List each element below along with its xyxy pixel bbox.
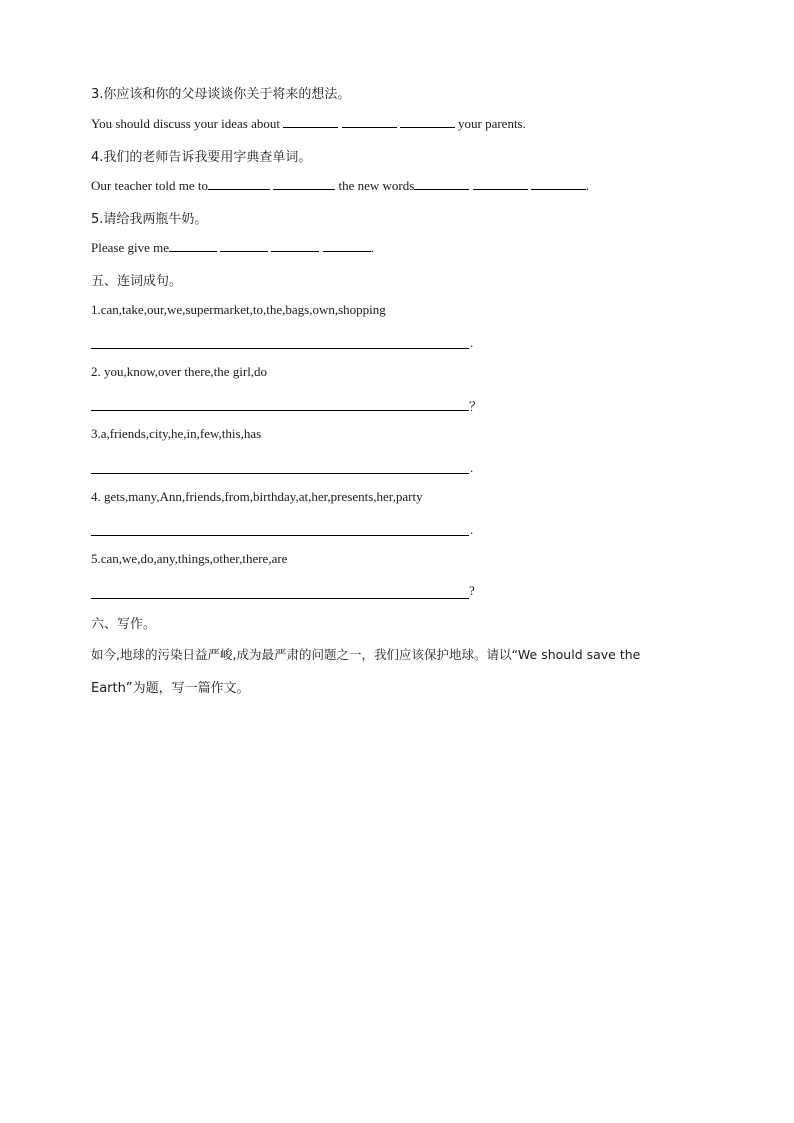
answer-2-end: ？: [469, 399, 483, 414]
writing-prompt-line-1: 如今,地球的污染日益严峻,成为最严肃的问题之一，我们应该保护地球。请以“We should save the: [91, 647, 641, 662]
question-5-english: [91, 239, 374, 256]
answer-blank[interactable]: [414, 177, 469, 190]
reorder-prompt-3: 3.a,friends,city,he,in,few,this,has: [91, 426, 262, 441]
answer-1-end: .: [470, 335, 474, 350]
answer-4-end: .: [470, 522, 474, 537]
answer-line-4[interactable]: [91, 534, 469, 536]
question-5-end: .: [370, 240, 374, 255]
answer-blank[interactable]: [169, 239, 217, 252]
answer-5-end: ?: [469, 583, 475, 598]
writing-prompt-line-2: Earth”为题，写一篇作文。: [91, 681, 250, 696]
question-4-text-b: the new words: [338, 178, 415, 193]
answer-blank[interactable]: [271, 239, 319, 252]
reorder-prompt-4: 4. gets,many,Ann,friends,from,birthday,at,her,presents,her,party: [91, 489, 423, 504]
question-3-english: [91, 115, 526, 132]
answer-blank[interactable]: [323, 239, 371, 252]
answer-blank[interactable]: [208, 177, 270, 190]
question-4-english: [91, 177, 589, 194]
answer-line-3[interactable]: [91, 472, 469, 474]
question-4-chinese: 4.我们的老师告诉我要用字典查单词。: [91, 150, 312, 165]
section-6-heading: 六、写作。: [91, 617, 157, 632]
question-4-end: .: [585, 178, 590, 193]
question-3-text-a: You should discuss your ideas about: [91, 116, 280, 131]
answer-line-2[interactable]: [91, 409, 469, 411]
reorder-prompt-1: 1.can,take,our,we,supermarket,to,the,bags,own,shopping: [91, 302, 386, 317]
answer-blank[interactable]: [283, 115, 338, 128]
answer-blank[interactable]: [531, 177, 586, 190]
answer-blank[interactable]: [342, 115, 397, 128]
question-5-chinese: 5.请给我两瓶牛奶。: [91, 212, 208, 227]
answer-blank[interactable]: [473, 177, 528, 190]
question-3-chinese: 3.你应该和你的父母谈谈你关于将来的想法。: [91, 87, 351, 102]
answer-line-1[interactable]: [91, 347, 469, 349]
reorder-prompt-5: 5.can,we,do,any,things,other,there,are: [91, 551, 288, 566]
answer-blank[interactable]: [273, 177, 335, 190]
question-4-text-a: Our teacher told me to: [91, 178, 208, 193]
answer-blank[interactable]: [220, 239, 268, 252]
question-3-text-b: your parents.: [458, 116, 526, 131]
answer-3-end: .: [470, 460, 474, 475]
reorder-prompt-2: 2. you,know,over there,the girl,do: [91, 364, 268, 379]
answer-blank[interactable]: [400, 115, 455, 128]
answer-line-5[interactable]: [91, 597, 469, 599]
section-5-heading: 五、连词成句。: [91, 274, 183, 289]
question-5-text-a: Please give me: [91, 240, 169, 255]
